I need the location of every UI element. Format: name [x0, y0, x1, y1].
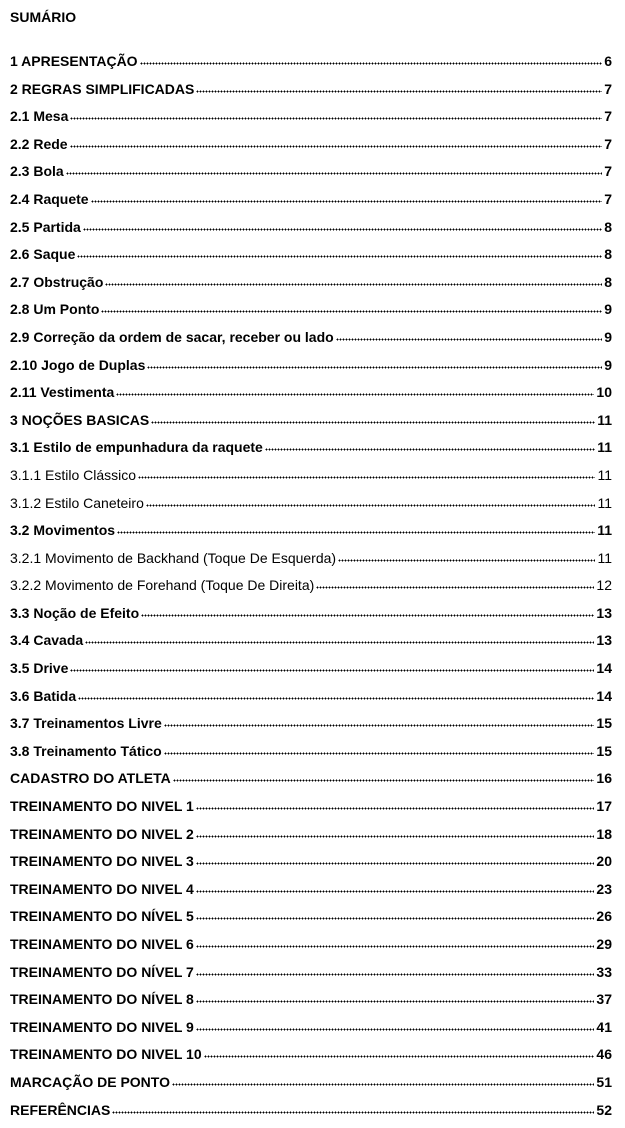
- dot-leader: [91, 200, 603, 203]
- toc-entry-page-number: 33: [596, 963, 612, 980]
- toc-entry-page-number: 11: [597, 466, 612, 483]
- toc-entry[interactable]: [10, 300, 612, 328]
- dot-leader: [70, 117, 602, 120]
- toc-entry-label: 2.4 Raquete: [10, 190, 89, 207]
- toc-entry-page-number: 16: [596, 770, 612, 787]
- toc-entry-page-number: 7: [604, 108, 612, 125]
- toc-entry[interactable]: [10, 714, 612, 742]
- toc-entry-label: 2.11 Vestimenta: [10, 384, 115, 401]
- toc-entry-page-number: 7: [604, 80, 612, 97]
- dot-leader: [173, 779, 595, 782]
- dot-leader: [265, 448, 595, 451]
- page-title: SUMÁRIO: [10, 9, 77, 25]
- toc-entry-page-number: 11: [597, 411, 612, 428]
- toc-entry[interactable]: [10, 907, 612, 935]
- toc-entry-page-number: 11: [597, 522, 612, 539]
- toc-entry-page-number: 12: [596, 577, 612, 594]
- toc-entry-page-number: 52: [596, 1101, 612, 1118]
- toc-entry[interactable]: [10, 466, 612, 494]
- toc-entry[interactable]: [10, 383, 612, 411]
- dot-leader: [316, 586, 594, 589]
- toc-entry-page-number: 11: [597, 549, 612, 566]
- toc-entry[interactable]: [10, 245, 612, 273]
- toc-entry-label: 3 NOÇÕES BASICAS: [10, 411, 150, 428]
- toc-entry-label: 2.6 Saque: [10, 246, 76, 263]
- toc-entry[interactable]: [10, 107, 612, 135]
- toc-entry-page-number: 8: [604, 246, 612, 263]
- toc-entry-label: 3.2 Movimentos: [10, 522, 116, 539]
- toc-entry-label: 1 APRESENTAÇÃO: [10, 53, 138, 69]
- toc-entry-label: CADASTRO DO ATLETA: [10, 770, 171, 787]
- dot-leader: [101, 310, 602, 313]
- toc-entry-page-number: 37: [596, 991, 612, 1008]
- toc-entry[interactable]: [10, 1045, 612, 1073]
- dot-leader: [105, 283, 602, 286]
- dot-leader: [196, 917, 595, 920]
- toc-entry-label: 2.10 Jogo de Duplas: [10, 356, 146, 373]
- toc-entry-page-number: 20: [596, 853, 612, 870]
- toc-entry[interactable]: [10, 218, 612, 246]
- toc-entry[interactable]: [10, 880, 612, 908]
- dot-leader: [83, 228, 602, 231]
- dot-leader: [196, 1028, 595, 1031]
- toc-entry-page-number: 11: [597, 494, 612, 511]
- toc-entry-label: 3.1.1 Estilo Clássico: [10, 466, 137, 483]
- dot-leader: [66, 172, 603, 175]
- toc-entry[interactable]: [10, 604, 612, 632]
- toc-entry-label: TREINAMENTO DO NIVEL 1: [10, 798, 194, 815]
- toc-entry-label: TREINAMENTO DO NIVEL 3: [10, 853, 194, 870]
- toc-entry[interactable]: [10, 521, 612, 549]
- toc-entry[interactable]: [10, 990, 612, 1018]
- toc-entry-page-number: 46: [596, 1046, 612, 1063]
- dot-leader: [112, 1111, 594, 1114]
- toc-entry-label: TREINAMENTO DO NIVEL 4: [10, 880, 194, 897]
- toc-entry-page-number: 15: [596, 715, 612, 732]
- toc-entry[interactable]: [10, 852, 612, 880]
- toc-entry-label: 3.3 Noção de Efeito: [10, 604, 140, 621]
- toc-entry-label: REFERÊNCIAS: [10, 1101, 111, 1118]
- toc-entry-page-number: 8: [604, 273, 612, 290]
- dot-leader: [85, 641, 594, 644]
- toc-entry-label: 2.7 Obstrução: [10, 273, 104, 290]
- toc-entry-page-number: 15: [596, 742, 612, 759]
- dot-leader: [204, 1055, 595, 1058]
- toc-entry-page-number: 17: [596, 798, 612, 815]
- toc-entry-page-number: 7: [604, 135, 612, 152]
- toc-entry[interactable]: [10, 769, 612, 797]
- dot-leader: [70, 145, 603, 148]
- toc-entry-label: 2.5 Partida: [10, 218, 81, 235]
- toc-entry-page-number: 7: [604, 190, 612, 207]
- toc-entry[interactable]: [10, 935, 612, 963]
- dot-leader: [164, 724, 595, 727]
- dot-leader: [138, 476, 595, 479]
- toc-entry[interactable]: [10, 273, 612, 301]
- toc-entry-label: TREINAMENTO DO NIVEL 2: [10, 825, 194, 842]
- toc-entry[interactable]: [10, 576, 612, 604]
- toc-entry-label: TREINAMENTO DO NIVEL 9: [10, 1018, 194, 1035]
- dot-leader: [196, 835, 595, 838]
- toc-entry[interactable]: [10, 631, 612, 659]
- toc-entry-label: 2 REGRAS SIMPLIFICADAS: [10, 80, 195, 97]
- toc-entry-label: MARCAÇÃO DE PONTO: [10, 1073, 170, 1090]
- dot-leader: [70, 669, 594, 672]
- toc-entry-page-number: 10: [596, 384, 612, 401]
- toc-entry-page-number: 18: [596, 825, 612, 842]
- toc-entry-label: 3.1.2 Estilo Caneteiro: [10, 494, 144, 511]
- table-of-contents: [10, 52, 612, 1128]
- dot-leader: [196, 945, 595, 948]
- toc-entry-label: 3.5 Drive: [10, 660, 69, 677]
- toc-entry-page-number: 51: [596, 1073, 612, 1090]
- toc-entry[interactable]: [10, 825, 612, 853]
- toc-entry[interactable]: [10, 687, 612, 715]
- toc-entry-label: 3.2.2 Movimento de Forehand (Toque De Direita): [10, 577, 315, 594]
- dot-leader: [116, 393, 594, 396]
- toc-entry-page-number: 9: [604, 301, 612, 318]
- dot-leader: [338, 559, 595, 562]
- toc-entry-page-number: 14: [596, 660, 612, 677]
- toc-entry-label: TREINAMENTO DO NIVEL 10: [10, 1046, 202, 1063]
- dot-leader: [196, 90, 602, 93]
- toc-entry[interactable]: [10, 52, 612, 80]
- toc-entry-label: 3.2.1 Movimento de Backhand (Toque De Esquerda): [10, 549, 337, 566]
- toc-entry-page-number: 26: [596, 908, 612, 925]
- toc-entry[interactable]: [10, 135, 612, 163]
- toc-entry[interactable]: [10, 963, 612, 991]
- toc-entry-page-number: 11: [597, 439, 612, 456]
- dot-leader: [196, 862, 595, 865]
- dot-leader: [196, 1000, 595, 1003]
- toc-entry[interactable]: [10, 328, 612, 356]
- toc-entry-label: 3.6 Batida: [10, 687, 77, 704]
- toc-entry[interactable]: [10, 549, 612, 577]
- toc-entry-label: TREINAMENTO DO NÍVEL 8: [10, 991, 194, 1008]
- toc-entry-label: 3.7 Treinamentos Livre: [10, 715, 162, 732]
- toc-entry-page-number: 7: [604, 163, 612, 180]
- dot-leader: [147, 366, 602, 369]
- toc-entry[interactable]: [10, 659, 612, 687]
- toc-entry-label: 3.4 Cavada: [10, 632, 84, 649]
- toc-entry-label: 2.8 Um Ponto: [10, 301, 100, 318]
- toc-entry-label: 2.9 Correção da ordem de sacar, receber ou lado: [10, 328, 334, 345]
- toc-entry[interactable]: [10, 494, 612, 522]
- toc-entry[interactable]: [10, 162, 612, 190]
- toc-entry[interactable]: [10, 797, 612, 825]
- dot-leader: [141, 614, 594, 617]
- dot-leader: [77, 255, 602, 258]
- toc-entry[interactable]: [10, 190, 612, 218]
- toc-entry-label: 2.3 Bola: [10, 163, 64, 180]
- toc-entry-page-number: 9: [604, 356, 612, 373]
- toc-entry-label: 3.8 Treinamento Tático: [10, 742, 162, 759]
- toc-entry[interactable]: [10, 438, 612, 466]
- toc-entry-page-number: 41: [596, 1018, 612, 1035]
- toc-entry-page-number: 23: [596, 880, 612, 897]
- dot-leader: [117, 531, 595, 534]
- toc-entry-page-number: 29: [596, 936, 612, 952]
- dot-leader: [140, 62, 603, 65]
- toc-entry-page-number: 13: [596, 604, 612, 621]
- dot-leader: [196, 890, 595, 893]
- toc-entry-page-number: 6: [604, 53, 612, 69]
- dot-leader: [196, 807, 595, 810]
- toc-entry-label: 2.1 Mesa: [10, 108, 69, 125]
- toc-entry-page-number: 9: [604, 328, 612, 345]
- dot-leader: [336, 338, 603, 341]
- dot-leader: [78, 697, 594, 700]
- toc-entry[interactable]: [10, 1018, 612, 1046]
- dot-leader: [172, 1083, 594, 1086]
- toc-entry[interactable]: [10, 411, 612, 439]
- toc-entry[interactable]: [10, 1073, 612, 1101]
- toc-entry-page-number: 8: [604, 218, 612, 235]
- toc-entry[interactable]: [10, 1101, 612, 1128]
- dot-leader: [196, 973, 595, 976]
- toc-entry[interactable]: [10, 356, 612, 384]
- toc-entry[interactable]: [10, 742, 612, 770]
- toc-entry-label: 3.1 Estilo de empunhadura da raquete: [10, 439, 263, 456]
- toc-entry-label: TREINAMENTO DO NÍVEL 7: [10, 963, 194, 980]
- toc-entry-label: TREINAMENTO DO NÍVEL 5: [10, 908, 194, 925]
- toc-entry-label: TREINAMENTO DO NIVEL 6: [10, 936, 194, 952]
- dot-leader: [164, 752, 595, 755]
- dot-leader: [151, 421, 595, 424]
- dot-leader: [146, 504, 596, 507]
- toc-entry[interactable]: [10, 80, 612, 108]
- toc-entry-label: 2.2 Rede: [10, 135, 68, 152]
- toc-entry-page-number: 14: [596, 687, 612, 704]
- toc-entry-page-number: 13: [596, 632, 612, 649]
